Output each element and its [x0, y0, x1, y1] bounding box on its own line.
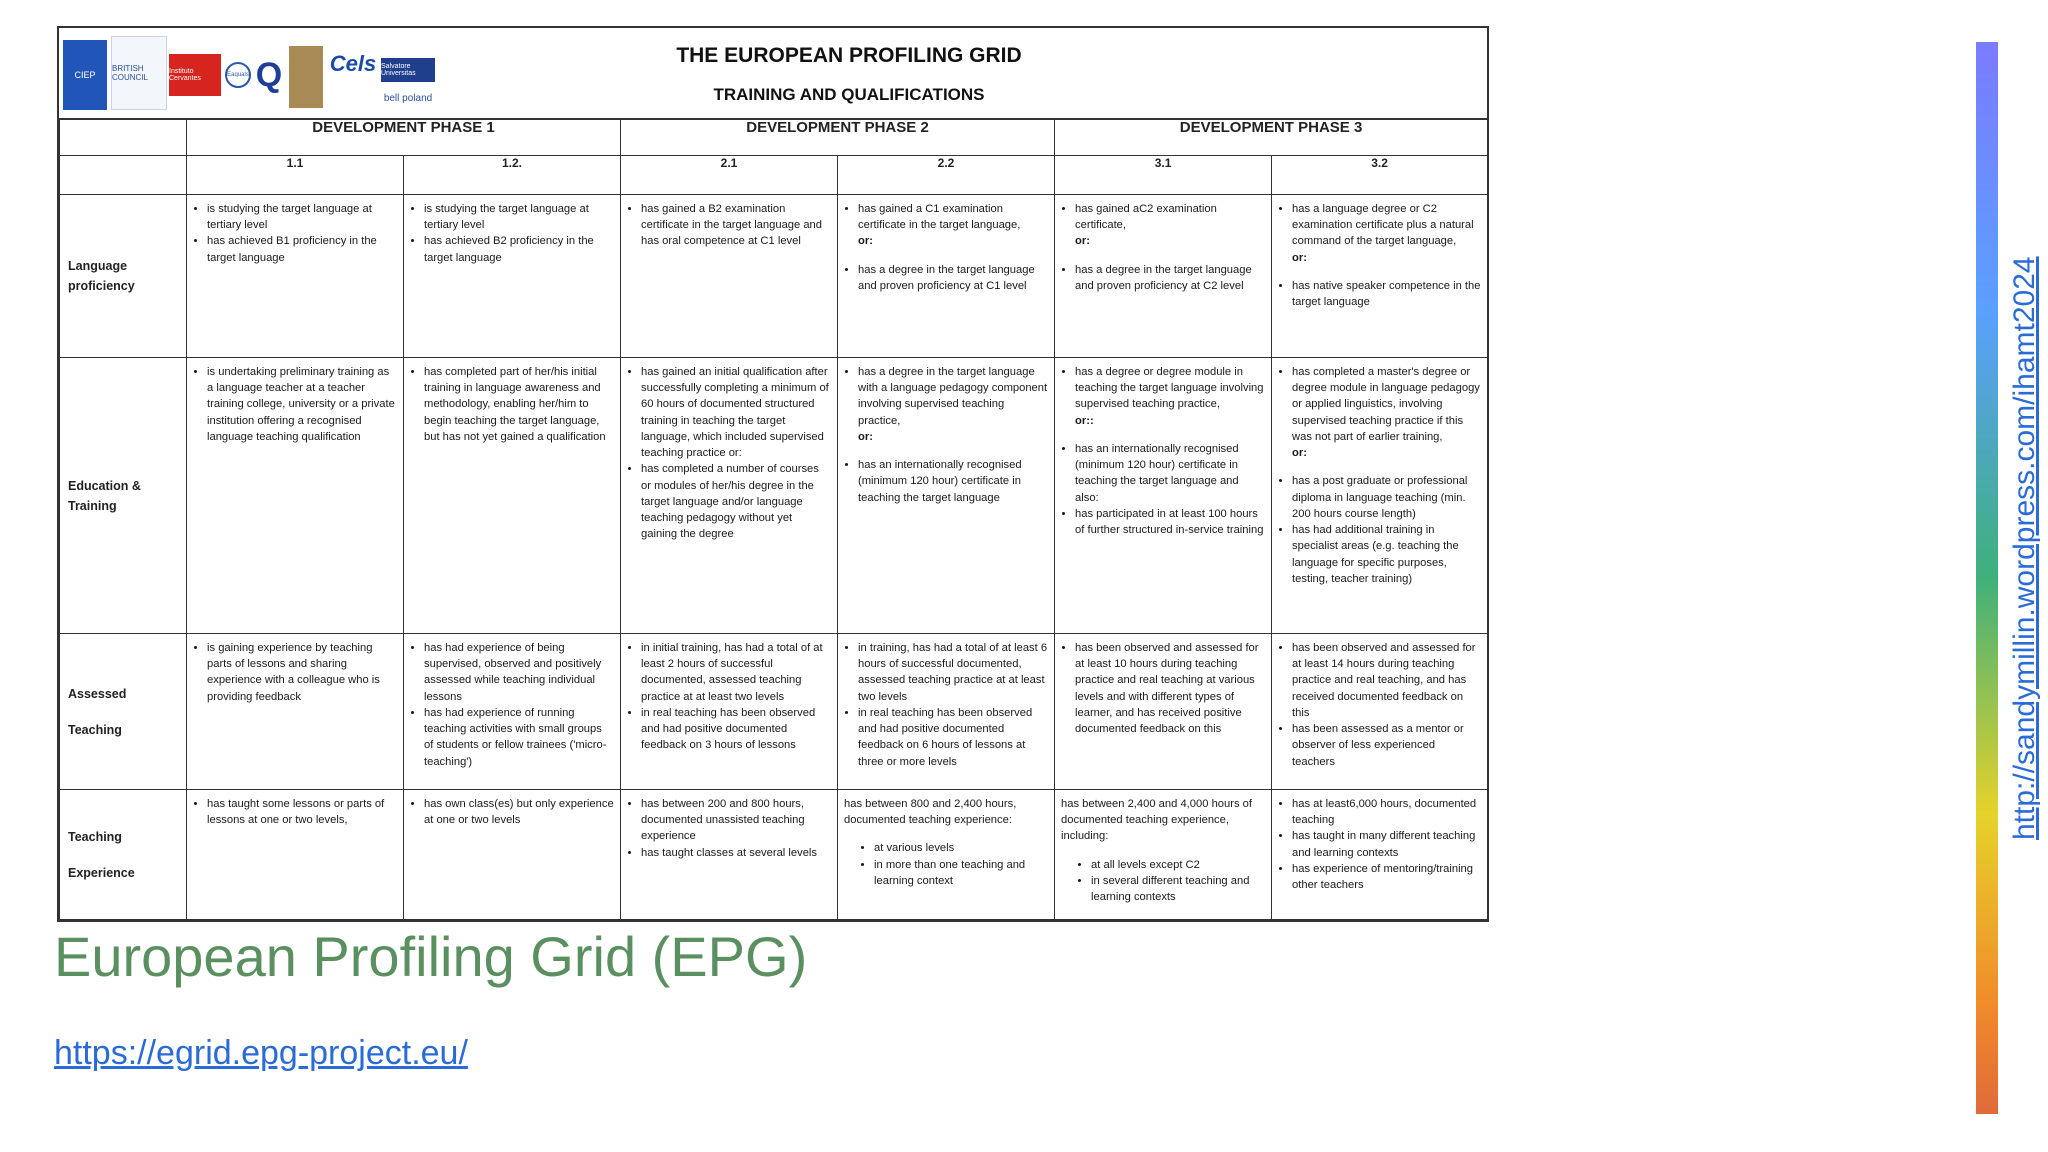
cell-list — [844, 262, 1048, 294]
grid-cell — [187, 358, 404, 634]
cell-list-item: • has gained an initial qualification after successfully completing a minimum of 60 hours of documented structured training in teaching the target language, which included supervised teaching practice or: — [641, 364, 831, 461]
cell-list — [410, 201, 614, 266]
cell-list — [1061, 262, 1265, 294]
grid-cell — [187, 790, 404, 920]
cell-list-item: • has gained a B2 examination certificate in the target language and has oral competence at C1 level — [641, 201, 831, 250]
cell-list — [627, 364, 831, 543]
cell-list — [1061, 201, 1265, 233]
cell-list — [844, 457, 1048, 506]
cell-list-item: • has participated in at least 100 hours of further structured in-service training — [1075, 506, 1265, 538]
row-label-line: Language — [68, 259, 128, 273]
row-label-line: proficiency — [68, 279, 135, 293]
corner-cell — [60, 119, 187, 156]
grid-cell — [1055, 790, 1272, 920]
cell-list — [844, 640, 1048, 770]
cell-list-item: • has a post graduate or professional diploma in language teaching (min. 200 hours course length) — [1292, 473, 1481, 522]
grid-cell — [187, 634, 404, 790]
cell-list-item: • in several different teaching and learning contexts — [1091, 873, 1265, 905]
cell-list-item: • has been observed and assessed for at least 10 hours during teaching practice and real teaching at various levels and with different types of learner, and has received positive documented feedback on this — [1075, 640, 1265, 737]
grid-cell — [621, 195, 838, 358]
grid-cell — [1055, 195, 1272, 358]
cell-list-item: • has a degree in the target language and proven proficiency at C1 level — [858, 262, 1048, 294]
row-label-line: Teaching — [68, 722, 122, 737]
cell-list — [1061, 857, 1265, 906]
cell-list — [844, 201, 1048, 233]
cell-list-item: • has a language degree or C2 examination certificate plus a natural command of the target language, — [1292, 201, 1481, 250]
cell-list — [1061, 640, 1265, 737]
grid-cell — [404, 195, 621, 358]
cell-list-item: • has had experience of running teaching activities with small groups of students or fellow trainees ('micro-teaching') — [424, 705, 614, 770]
cell-list — [410, 364, 614, 445]
cell-list-item: • has experience of mentoring/training other teachers — [1292, 861, 1481, 893]
partner-logos — [61, 32, 441, 112]
cell-list — [193, 364, 397, 445]
cell-list — [410, 640, 614, 770]
or-label: or: — [1075, 235, 1090, 248]
cell-list-item: • in training, has had a total of at least 6 hours of successful documented, assessed teaching practice at at least two levels — [858, 640, 1048, 705]
cell-list-item: • has completed part of her/his initial training in language awareness and methodology, enabling her/him to begin teaching the target language, but has not yet gained a qualification — [424, 364, 614, 445]
cell-list — [193, 201, 397, 266]
subphase-header: 3.1 — [1055, 156, 1272, 195]
cell-list-item: • has been assessed as a mentor or observer of less experienced teachers — [1292, 721, 1481, 770]
grid-header — [59, 28, 1487, 120]
grid-cell — [621, 358, 838, 634]
cell-list — [1061, 441, 1265, 538]
cell-list-item: • has an internationally recognised (minimum 120 hour) certificate in teaching the target language and also: — [1075, 441, 1265, 506]
cell-list-item: • is studying the target language at tertiary level — [424, 201, 614, 233]
grid-cell — [838, 790, 1055, 920]
gradient-side-bar — [1976, 42, 1998, 1114]
subphase-header: 1.2. — [404, 156, 621, 195]
or-label: or: — [1292, 251, 1307, 264]
cell-list-item: • has taught in many different teaching and learning contexts — [1292, 828, 1481, 860]
british-council-logo: BRITISH COUNCIL — [111, 36, 167, 110]
cell-intro: has between 800 and 2,400 hours, documented teaching experience: — [844, 798, 1017, 827]
cell-list — [1278, 201, 1481, 250]
cell-list — [1061, 364, 1265, 413]
row-label — [60, 195, 187, 358]
grid-cell — [1055, 634, 1272, 790]
row-label-line: Teaching — [68, 829, 122, 844]
cell-list-item: • has at least6,000 hours, documented teaching — [1292, 796, 1481, 828]
subphase-header: 2.1 — [621, 156, 838, 195]
cell-list-item: • has native speaker competence in the target language — [1292, 278, 1481, 310]
grid-row-teaching-experience — [60, 790, 1488, 920]
slide-title: European Profiling Grid (EPG) — [54, 925, 808, 988]
epg-grid-image — [57, 26, 1489, 922]
cell-list-item: • has own class(es) but only experience at one or two levels — [424, 796, 614, 828]
grid-row-language-proficiency — [60, 195, 1488, 358]
cell-list — [1278, 278, 1481, 310]
phase-header-row — [60, 119, 1488, 156]
subphase-header: 2.2 — [838, 156, 1055, 195]
grid-cell — [621, 790, 838, 920]
or-label: or: — [858, 235, 873, 248]
epg-table — [59, 118, 1488, 920]
grid-cell — [621, 634, 838, 790]
cell-list — [410, 796, 614, 828]
cell-list-item: • has had additional training in specialist areas (e.g. teaching the language for specific purposes, testing, teacher training) — [1292, 522, 1481, 587]
row-label — [60, 790, 187, 920]
grid-title: THE EUROPEAN PROFILING GRID — [676, 44, 1022, 67]
cell-list-item: • has completed a master's degree or degree module in language pedagogy or applied linguistics, involving supervised teaching practice if this was not part of earlier training, — [1292, 364, 1481, 445]
cell-list-item: • in initial training, has had a total of at least 2 hours of successful documented, assessed teaching practice at at least two levels — [641, 640, 831, 705]
grid-cell — [1272, 195, 1488, 358]
cell-list-item: • has a degree or degree module in teaching the target language involving supervised teaching practice, — [1075, 364, 1265, 413]
cell-list — [1278, 796, 1481, 893]
cell-list — [627, 796, 831, 861]
cell-list-item: • in real teaching has been observed and had positive documented feedback on 6 hours of lessons at three or more levels — [858, 705, 1048, 770]
grid-cell — [1055, 358, 1272, 634]
phase-header: DEVELOPMENT PHASE 2 — [621, 119, 1055, 156]
grid-row-assessed-teaching — [60, 634, 1488, 790]
cell-list-item: • is gaining experience by teaching parts of lessons and sharing experience with a colleague who is providing feedback — [207, 640, 397, 705]
grid-cell — [404, 634, 621, 790]
epg-project-link[interactable]: https://egrid.epg-project.eu/ — [54, 1034, 468, 1072]
cell-list — [193, 796, 397, 828]
q-logo: Q — [253, 54, 285, 96]
grid-cell — [1272, 790, 1488, 920]
row-label — [60, 358, 187, 634]
cell-list-item: • has a degree in the target language and proven proficiency at C2 level — [1075, 262, 1265, 294]
or-label: or: — [858, 430, 873, 443]
cell-list-item: • has had experience of being supervised, observed and positively assessed while teaching individual lessons — [424, 640, 614, 705]
grid-cell — [838, 634, 1055, 790]
cell-list-item: • has taught some lessons or parts of lessons at one or two levels, — [207, 796, 397, 828]
row-label-line: Education & — [68, 478, 141, 493]
or-label: or:: — [1075, 414, 1094, 427]
cell-list-item: • has achieved B2 proficiency in the target language — [424, 233, 614, 265]
cels-logo: Cels — [327, 40, 379, 88]
cell-list-item: • has between 200 and 800 hours, documented unassisted teaching experience — [641, 796, 831, 845]
row-label — [60, 634, 187, 790]
cell-list-item: • at various levels — [874, 840, 1048, 856]
phase-header: DEVELOPMENT PHASE 3 — [1055, 119, 1488, 156]
cell-list — [1278, 473, 1481, 587]
cell-list-item: • has gained aC2 examination certificate, — [1075, 201, 1265, 233]
subphase-header: 3.2 — [1272, 156, 1488, 195]
row-label-line: Experience — [68, 865, 135, 880]
grid-row-education-training — [60, 358, 1488, 634]
cell-list — [1278, 640, 1481, 770]
cell-list-item: • has taught classes at several levels — [641, 845, 831, 861]
cell-list-item: • has achieved B1 proficiency in the target language — [207, 233, 397, 265]
subphase-header: 1.1 — [187, 156, 404, 195]
cell-list-item: • at all levels except C2 — [1091, 857, 1265, 873]
corner-cell — [60, 156, 187, 195]
eaquals-logo: Eaquals — [225, 62, 251, 88]
grid-cell — [404, 358, 621, 634]
cell-list-item: • has completed a number of courses or modules of her/his degree in the target language and/or language teaching pedagogy without yet gaining the degree — [641, 461, 831, 542]
cell-list-item: • in real teaching has been observed and had positive documented feedback on 3 hours of lessons — [641, 705, 831, 754]
subphase-header-row — [60, 156, 1488, 195]
cell-list — [627, 640, 831, 754]
cell-list-item: • is undertaking preliminary training as a language teacher at a teacher training college, university or a private institution offering a recognised language teaching qualification — [207, 364, 397, 445]
or-label: or: — [1292, 447, 1307, 460]
cell-list-item: • has been observed and assessed for at least 14 hours during teaching practice and real teaching, and has received documented feedback on this — [1292, 640, 1481, 721]
grid-cell — [404, 790, 621, 920]
row-label-line: Assessed — [68, 686, 127, 701]
cell-list — [844, 840, 1048, 889]
cell-list-item: • has an internationally recognised (minimum 120 hour) certificate in teaching the target language — [858, 457, 1048, 506]
grid-cell — [838, 195, 1055, 358]
cell-list — [193, 640, 397, 705]
cell-intro: has between 2,400 and 4,000 hours of documented teaching experience, including: — [1061, 798, 1252, 843]
grid-cell — [187, 195, 404, 358]
cell-list-item: • in more than one teaching and learning context — [874, 857, 1048, 889]
sandymillin-blog-link[interactable]: http://sandymillin.wordpress.com/ihamt2024 — [2008, 256, 2041, 840]
cell-list-item: • has a degree in the target language with a language pedagogy component involving supervised teaching practice, — [858, 364, 1048, 429]
row-label-line: Training — [68, 498, 117, 513]
grid-cell — [838, 358, 1055, 634]
cell-list — [627, 201, 831, 250]
bell-logo: bell poland — [381, 86, 435, 110]
grid-subtitle: TRAINING AND QUALIFICATIONS — [713, 85, 985, 104]
cell-list-item: • has gained a C1 examination certificate in the target language, — [858, 201, 1048, 233]
salvatore-logo: Salvatore Universitas — [381, 58, 435, 82]
phase-header: DEVELOPMENT PHASE 1 — [187, 119, 621, 156]
cervantes-logo: Instituto Cervantes — [169, 54, 221, 96]
cell-list — [844, 364, 1048, 429]
portrait-logo — [289, 46, 323, 108]
grid-cell — [1272, 358, 1488, 634]
cell-list-item: • is studying the target language at tertiary level — [207, 201, 397, 233]
cell-list — [1278, 364, 1481, 445]
grid-cell — [1272, 634, 1488, 790]
ciep-logo: CIEP — [63, 40, 107, 110]
